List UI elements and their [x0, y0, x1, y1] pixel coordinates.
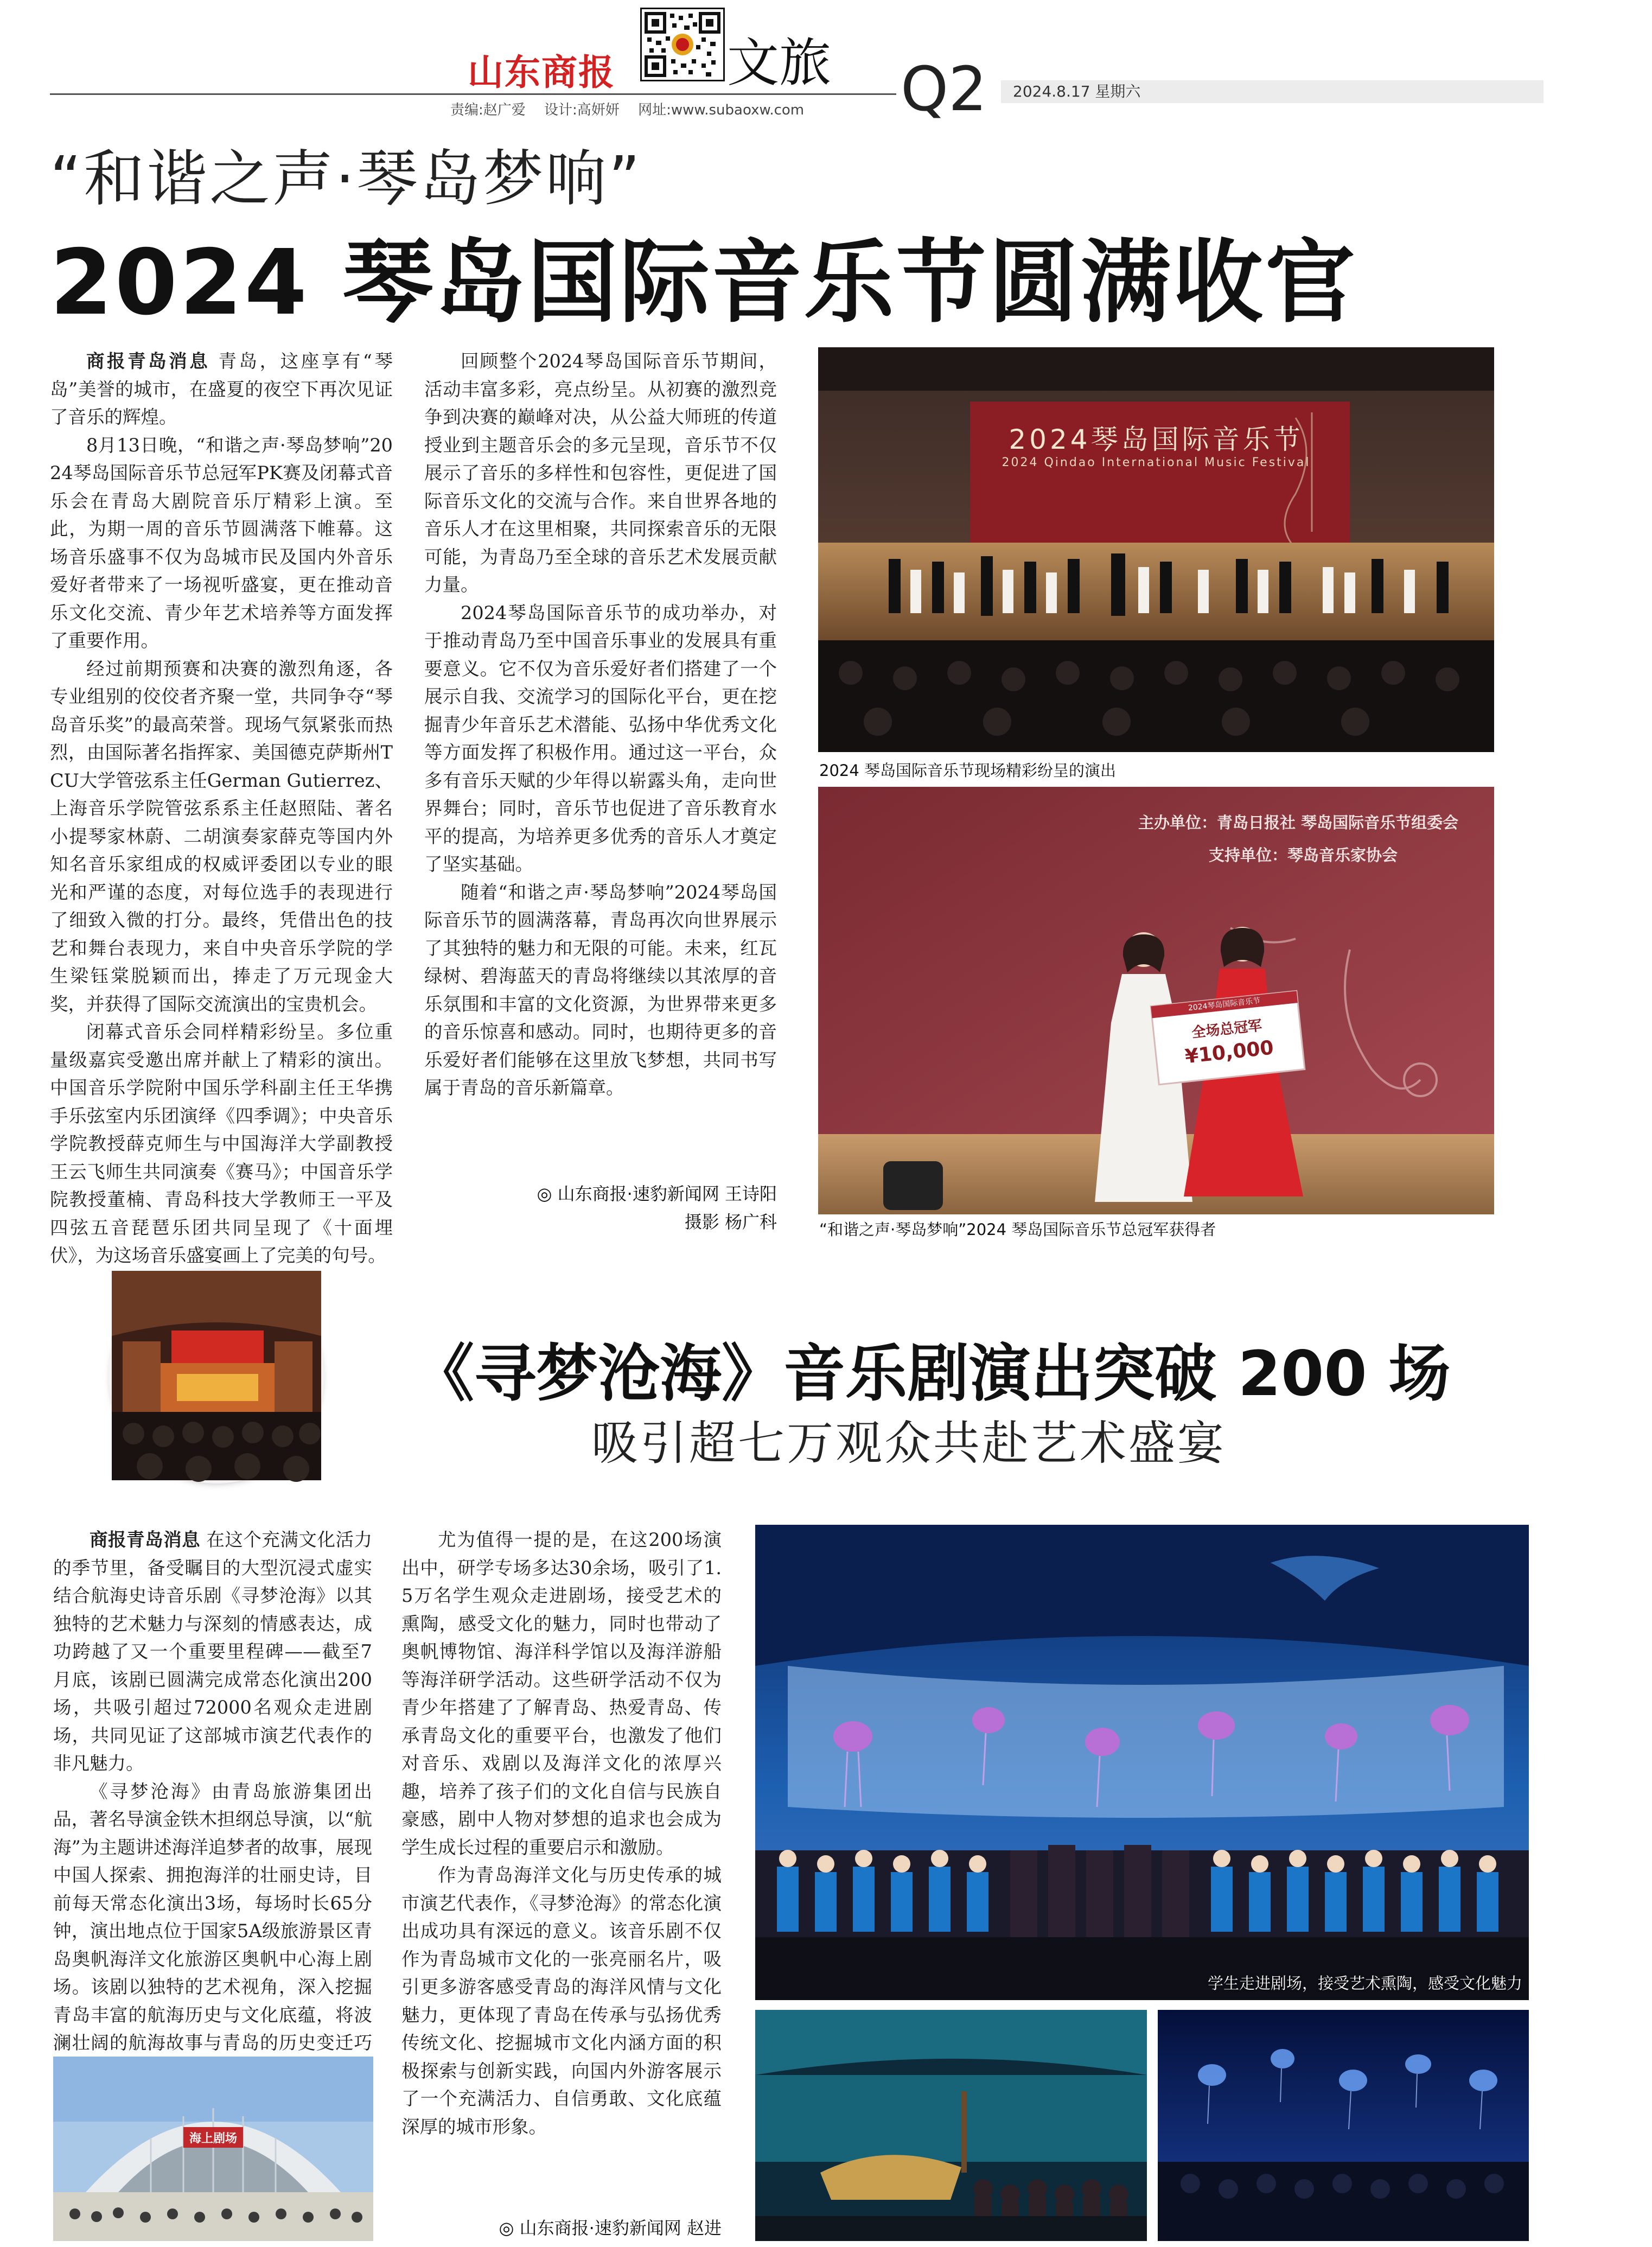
qr-code-icon: [640, 8, 725, 81]
prize-board-title: 2024琴岛国际音乐节: [1188, 996, 1261, 1013]
students-photo-caption: 学生走进剧场，接受艺术熏陶，感受文化魅力: [1207, 1974, 1522, 1993]
article2-lead: 商报青岛消息: [90, 1529, 201, 1550]
article2-paragraph: 尤为值得一提的是，在这200场演出中，研学专场多达30余场，吸引了1.5万名学生观众走进剧场，接受艺术的熏陶，感受文化的魅力，同时也带动了奥帆博物馆、海洋科学馆以及海洋游船等海洋研学活动。这些研学活动不仅为青少年搭建了了解青岛、热爱青岛、传承青岛文化的重要平台，也激发了他们对音乐、戏剧以及海洋文化的浓厚兴趣，培养了孩子们的文化自信与民族自豪感，剧中人物对梦想的追求也会成为学生成长过程的重要启示和激励。: [401, 1529, 722, 1858]
article2-paragraph: 商报青岛消息 在这个充满文化活力的季节里，备受瞩目的大型沉浸式虚实结合航海史诗音乐剧《寻梦沧海》以其独特的艺术魅力与深刻的情感表达，成功跨越了又一个重要里程碑——截至7月底，该剧已圆满完成常态化演出200场，共吸引超过72000名观众走进剧场，共同见证了这部城市演艺代表作的非凡魅力。: [53, 1529, 372, 1774]
article1-paragraph: 商报青岛消息 青岛，这座享有“琴岛”美誉的城市，在盛夏的夜空下再次见证了音乐的辉煌。: [50, 351, 393, 428]
designer-credit: 设计:高妍妍: [544, 102, 620, 118]
article1-paragraph: 经过前期预赛和决赛的激烈角逐，各专业组别的佼佼者齐聚一堂，共同争夺“琴岛音乐奖”的最高荣誉。现场气氛紧张而热烈，由国际著名指挥家、美国德克萨斯州TCU大学管弦系主任German Gutierrez、上海音乐学院管弦系系主任赵照陆、著名小提琴家林蔚、二胡演奏家薛克等国内外知名音乐家组成的权威评委团以专业的眼光和严谨的态度，对每位选手的表现进行了细致入微的打分。最终，凭借出色的技艺和舞台表现力，来自中央音乐学院的学生梁钰棠脱颖而出，捧走了万元现金大奖，并获得了国际交流演出的宝贵机会。: [50, 658, 393, 1015]
page-number: Q2: [901, 54, 987, 125]
prize-board: [1151, 991, 1305, 1084]
header-credits: [450, 99, 818, 119]
header-rule-left: [50, 93, 896, 95]
section-name: 文旅: [727, 33, 831, 93]
article1-paragraph: 8月13日晚，“和谐之声·琴岛梦响”2024琴岛国际音乐节总冠军PK赛及闭幕式音乐会在青岛大剧院音乐厅精彩上演。至此，为期一周的音乐节圆满落下帷幕。这场音乐盛事不仅为岛城市民及国内外音乐爱好者带来了一场视听盛宴，更在推动音乐文化交流、青少年艺术培养等方面发挥了重要作用。: [50, 434, 393, 651]
article1-title: 2024 琴岛国际音乐节圆满收官: [50, 231, 1357, 335]
prize-board-label: 全场总冠军: [1191, 1017, 1263, 1041]
article2-paragraph: 《寻梦沧海》由青岛旅游集团出品，著名导演金铁木担纲总导演，以“航海”为主题讲述海洋追梦者的故事，展现中国人探索、拥抱海洋的壮丽史诗，目前每天常态化演出3场，每场时长65分钟，演出地点位于国家5A级旅游景区青岛奥帆海洋文化旅游区奥帆中心海上剧场。该剧以独特的艺术视角，深入挖掘青岛丰富的航海历史与文化底蕴，将波澜壮阔的航海故事与青岛的历史变迁巧: [53, 1780, 372, 2053]
festival-banner-title: 2024琴岛国际音乐节: [1009, 424, 1304, 455]
article1-kicker: “和谐之声·琴岛梦响”: [50, 144, 642, 214]
article2-title: 《寻梦沧海》音乐剧演出突破 200 场: [412, 1338, 1451, 1410]
festival-banner-subtitle: 2024 Qindao International Music Festival: [1002, 456, 1311, 469]
date-bar: [1001, 80, 1543, 103]
article1-byline-photographer: 摄影 杨广科: [684, 1212, 777, 1232]
brand-logo: 山东商报: [468, 52, 615, 93]
champion-photo-caption: “和谐之声·琴岛梦响”2024 琴岛国际音乐节总冠军获得者: [819, 1220, 1216, 1239]
orchestra-photo-caption: 2024 琴岛国际音乐节现场精彩纷呈的演出: [819, 761, 1117, 780]
organizer-line: 主办单位：青岛日报社 琴岛国际音乐节组委会: [1138, 813, 1459, 832]
support-line: 支持单位：琴岛音乐家协会: [1209, 846, 1398, 864]
editor-credit: 责编:赵广爱: [450, 102, 526, 118]
article1-column-2: [424, 347, 777, 1145]
article1-byline-reporter: ◎ 山东商报·速豹新闻网 王诗阳: [537, 1183, 777, 1204]
jellyfish-hall-photo: [1158, 2010, 1529, 2241]
theater-venue-photo: [53, 2057, 373, 2241]
orchestra-stage-photo: [818, 347, 1494, 752]
venue-sign: 海上剧场: [189, 2132, 237, 2146]
article1-paragraph: 随着“和谐之声·琴岛梦响”2024琴岛国际音乐节的圆满落幕，青岛再次向世界展示了其独特的魅力和无限的可能。未来，红瓦绿树、碧海蓝天的青岛将继续以其浓厚的音乐氛围和丰富的文化资源，为世界带来更多的音乐惊喜和感动。同时，也期待更多的音乐爱好者们能够在这里放飞梦想，共同书写属于青岛的音乐新篇章。: [424, 881, 777, 1098]
article1-paragraph: 2024琴岛国际音乐节的成功举办，对于推动青岛乃至中国音乐事业的发展具有重要意义。它不仅为音乐爱好者们搭建了一个展示自我、交流学习的国际化平台，更在挖掘青少年音乐艺术潜能、弘扬中华优秀文化等方面发挥了积极作用。通过这一平台，众多有音乐天赋的少年得以崭露头角，走向世界舞台；同时，音乐节也促进了音乐教育水平的提高，为培养更多优秀的音乐人才奠定了坚实基础。: [424, 602, 777, 875]
theater-stage-round-photo: [112, 1271, 321, 1480]
article1-paragraph: 回顾整个2024琴岛国际音乐节期间，活动丰富多彩，亮点纷呈。从初赛的激烈竞争到决赛的巅峰对决，从公益大师班的传道授业到主题音乐会的多元呈现，音乐节不仅展示了音乐的多样性和包容性，更促进了国际音乐文化的交流与合作。来自世界各地的音乐人才在这里相聚，共同探索音乐的无限可能，为青岛乃至全球的音乐艺术发展贡献力量。: [424, 351, 777, 595]
ship-interior-photo: [755, 2010, 1147, 2241]
prize-board-amount: ¥10,000: [1184, 1036, 1275, 1068]
students-stage-photo: [755, 1525, 1529, 2000]
article2-column-2: [401, 1526, 722, 2204]
article1-column-1: [50, 347, 393, 1266]
article2-column-1: [53, 1526, 372, 2053]
website-link[interactable]: 网址:www.subaoxw.com: [638, 102, 805, 118]
article2-paragraph: 作为青岛海洋文化与历史传承的城市演艺代表作，《寻梦沧海》的常态化演出成功具有深远的意义。该音乐剧不仅作为青岛城市文化的一张亮丽名片，吸引更多游客感受青岛的海洋风情与文化魅力，更体现了青岛在传承与弘扬优秀传统文化、挖掘城市文化内涵方面的积极探索与创新实践，向国内外游客展示了一个充满活力、自信勇敢、文化底蕴深厚的城市形象。: [401, 1864, 722, 2137]
article1-lead: 商报青岛消息: [86, 351, 211, 372]
article1-paragraph: 闭幕式音乐会同样精彩纷呈。多位重量级嘉宾受邀出席并献上了精彩的演出。中国音乐学院附中国乐学科副主任王华携手乐弦室内乐团演绎《四季调》；中央音乐学院教授薛克师生与中国海洋大学副教授王云飞师生共同演奏《赛马》；中国音乐学院教授董楠、青岛科技大学教师王一平及四弦五音琵琶乐团共同呈现了《十面埋伏》，为这场音乐盛宴画上了完美的句号。: [50, 1021, 393, 1266]
article2-subtitle: 吸引超七万观众共赴艺术盛宴: [591, 1416, 1226, 1471]
issue-date: 2024.8.17 星期六: [1013, 82, 1141, 100]
article2-byline: ◎ 山东商报·速豹新闻网 赵进: [499, 2218, 722, 2238]
article1-byline: [424, 1180, 777, 1236]
champion-photo: [818, 787, 1494, 1214]
